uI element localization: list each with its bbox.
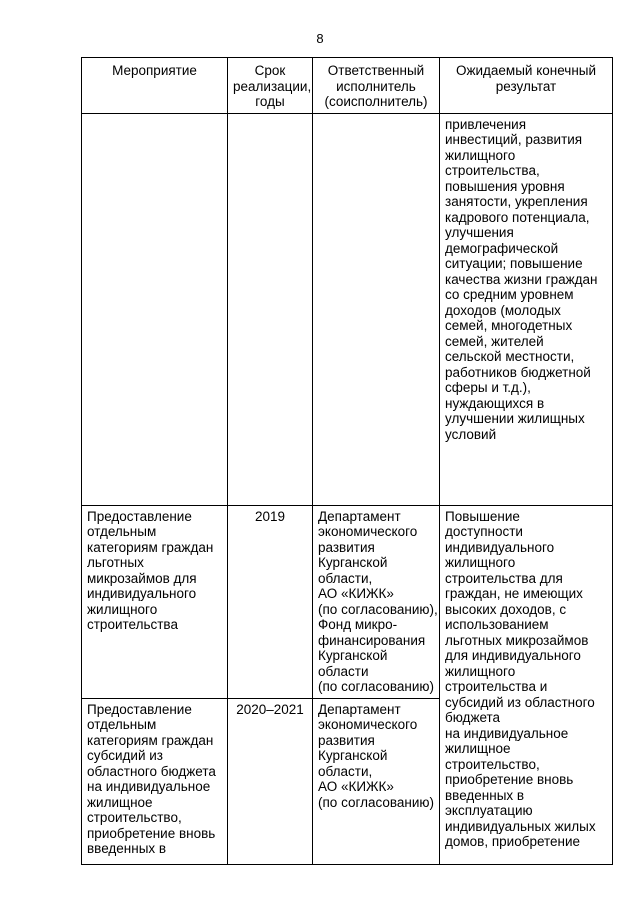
header-line: исполнитель xyxy=(336,78,416,94)
header-line: результат xyxy=(495,78,557,94)
cell-text-line: условий xyxy=(445,426,497,442)
header-executor xyxy=(313,58,440,114)
cell-text-line: занятости, укрепления xyxy=(445,194,588,209)
header-line: годы xyxy=(255,94,285,109)
cell-text-line: экономического xyxy=(318,524,418,539)
cell-text-line: нуждающихся в xyxy=(445,395,545,411)
cell-text-line: бюджета xyxy=(445,710,501,725)
cell-text-line: приобретение вновь xyxy=(445,772,574,787)
cell-text-line: строительство, xyxy=(445,756,540,772)
cell-text-line: привлечения xyxy=(445,116,527,132)
table-row xyxy=(82,505,613,698)
header-line: Мероприятие xyxy=(112,63,197,78)
cell-text-line: индивидуального xyxy=(87,586,197,601)
cell-text-line: Департамент xyxy=(318,701,401,717)
cell-text-line: со средним уровнем xyxy=(445,287,574,302)
cell-text-line: введенных в xyxy=(87,841,167,856)
cell-text-line: семей, многодетных xyxy=(445,318,573,333)
cell-text-line: Предоставление xyxy=(87,701,192,717)
header-result xyxy=(440,58,613,114)
cell-text-line: строительства xyxy=(87,617,178,632)
cell-text-line: для индивидуального xyxy=(445,648,581,663)
header-line: Срок xyxy=(254,63,286,78)
cell-text-line: семей, жителей xyxy=(445,333,544,349)
cell-text-line: строительство, xyxy=(87,810,182,825)
header-line: реализации, xyxy=(233,78,312,94)
table-header-row xyxy=(82,58,613,114)
cell-text-line: отдельным xyxy=(87,717,157,732)
cell-text-line: доступности xyxy=(445,524,523,539)
cell-text-line: строительства и xyxy=(445,679,548,694)
cell-text-line: жилищного xyxy=(87,601,158,617)
cell-text-line: использованием xyxy=(445,617,549,632)
cell-text-line: развития xyxy=(318,539,375,555)
cell-text-line: категориям граждан xyxy=(87,732,214,748)
cell-text-line: Предоставление xyxy=(87,508,192,524)
cell-text-line: строительства для xyxy=(445,570,563,586)
cell-text-line: приобретение вновь xyxy=(87,825,216,841)
cell-text-line: Курганской xyxy=(318,748,388,763)
cell-text-line: (по согласованию), xyxy=(318,601,438,617)
cell-text-line: финансирования xyxy=(318,632,426,648)
cell-text-line: доходов (молодых xyxy=(445,302,561,318)
cell-period: 2020–2021 xyxy=(228,698,313,864)
cell-text-line: АО «КИЖК» xyxy=(318,586,394,601)
cell-text-line: развития xyxy=(318,732,375,748)
cell-text-line: ситуации; повышение xyxy=(445,256,583,271)
cell-period: 2019 xyxy=(228,505,313,698)
cell-text-line: субсидий из областного xyxy=(445,694,595,710)
cell-text-line: АО «КИЖК» xyxy=(318,779,394,794)
cell-text-line: улучшении жилищных xyxy=(445,411,585,426)
cell-text-line: сферы и т.д.), xyxy=(445,380,531,395)
cell-text-line: кадрового потенциала, xyxy=(445,209,590,225)
measures-table xyxy=(81,57,613,865)
cell-text-line: качества жизни граждан xyxy=(445,271,598,287)
cell-text-line: введенных в xyxy=(445,787,525,803)
cell-text-line: жилищного xyxy=(445,555,516,570)
cell-text-line: повышения уровня xyxy=(445,178,565,194)
cell-text-line: жилищное xyxy=(445,741,511,756)
cell-text-line: на индивидуальное xyxy=(445,725,569,741)
cell-executor xyxy=(313,698,440,864)
cell-text-line: сельской местности, xyxy=(445,349,575,364)
cell-text-line: субсидий из xyxy=(87,748,163,763)
cell-result-continued xyxy=(440,113,613,505)
cell-text-line: демографической xyxy=(445,240,559,256)
header-period xyxy=(228,58,313,114)
cell-text-line: (по согласованию) xyxy=(318,679,435,694)
table-row-continued xyxy=(82,113,613,505)
cell-text-line: эксплуатацию xyxy=(445,803,533,818)
header-measure xyxy=(82,58,228,114)
cell-text-line: микрозаймов для xyxy=(87,570,197,586)
header-line: Ожидаемый конечный xyxy=(455,63,597,78)
cell-text-line: категориям граждан xyxy=(87,539,214,555)
cell-text-line: области, xyxy=(318,763,373,779)
cell-result-shared xyxy=(440,505,613,864)
cell-text-line: на индивидуальное xyxy=(87,779,211,794)
cell-text-line: льготных xyxy=(87,555,144,570)
cell-text-line: Повышение xyxy=(445,508,520,524)
cell-text-line: строительства, xyxy=(445,163,540,178)
cell-measure xyxy=(82,505,228,698)
cell-period-empty xyxy=(228,113,313,505)
cell-text-line: работников бюджетной xyxy=(445,364,591,380)
cell-text-line: домов, приобретение xyxy=(445,834,581,849)
cell-text-line: жилищное xyxy=(87,794,153,810)
cell-text-line: экономического xyxy=(318,717,418,732)
cell-executor-empty xyxy=(313,113,440,505)
cell-text-line: области xyxy=(318,663,369,679)
cell-text-line: инвестиций, развития xyxy=(445,132,583,147)
cell-measure xyxy=(82,698,228,864)
cell-text-line: граждан, не имеющих xyxy=(445,586,583,601)
cell-text-line: улучшения xyxy=(445,225,514,240)
cell-text-line: высоких доходов, с xyxy=(445,601,567,617)
cell-text-line: жилищного xyxy=(445,663,516,679)
header-line: (соисполнитель) xyxy=(324,94,428,109)
cell-text-line: областного бюджета xyxy=(87,763,216,779)
cell-text-line: индивидуальных жилых xyxy=(445,818,596,834)
page-number: 8 xyxy=(316,31,324,46)
cell-text-line: (по согласованию) xyxy=(318,794,435,810)
cell-measure-empty xyxy=(82,113,228,505)
cell-executor xyxy=(313,505,440,698)
cell-text-line: индивидуального xyxy=(445,539,555,555)
cell-text-line: Курганской xyxy=(318,555,388,570)
header-line: Ответственный xyxy=(327,63,425,78)
cell-text-line: льготных микрозаймов xyxy=(445,632,589,648)
cell-text-line: отдельным xyxy=(87,524,157,539)
cell-text-line: области, xyxy=(318,570,373,586)
cell-text-line: Департамент xyxy=(318,508,401,524)
cell-text-line: Фонд микро- xyxy=(318,617,398,632)
cell-text-line: жилищного xyxy=(445,147,516,163)
cell-text-line: Курганской xyxy=(318,648,388,663)
